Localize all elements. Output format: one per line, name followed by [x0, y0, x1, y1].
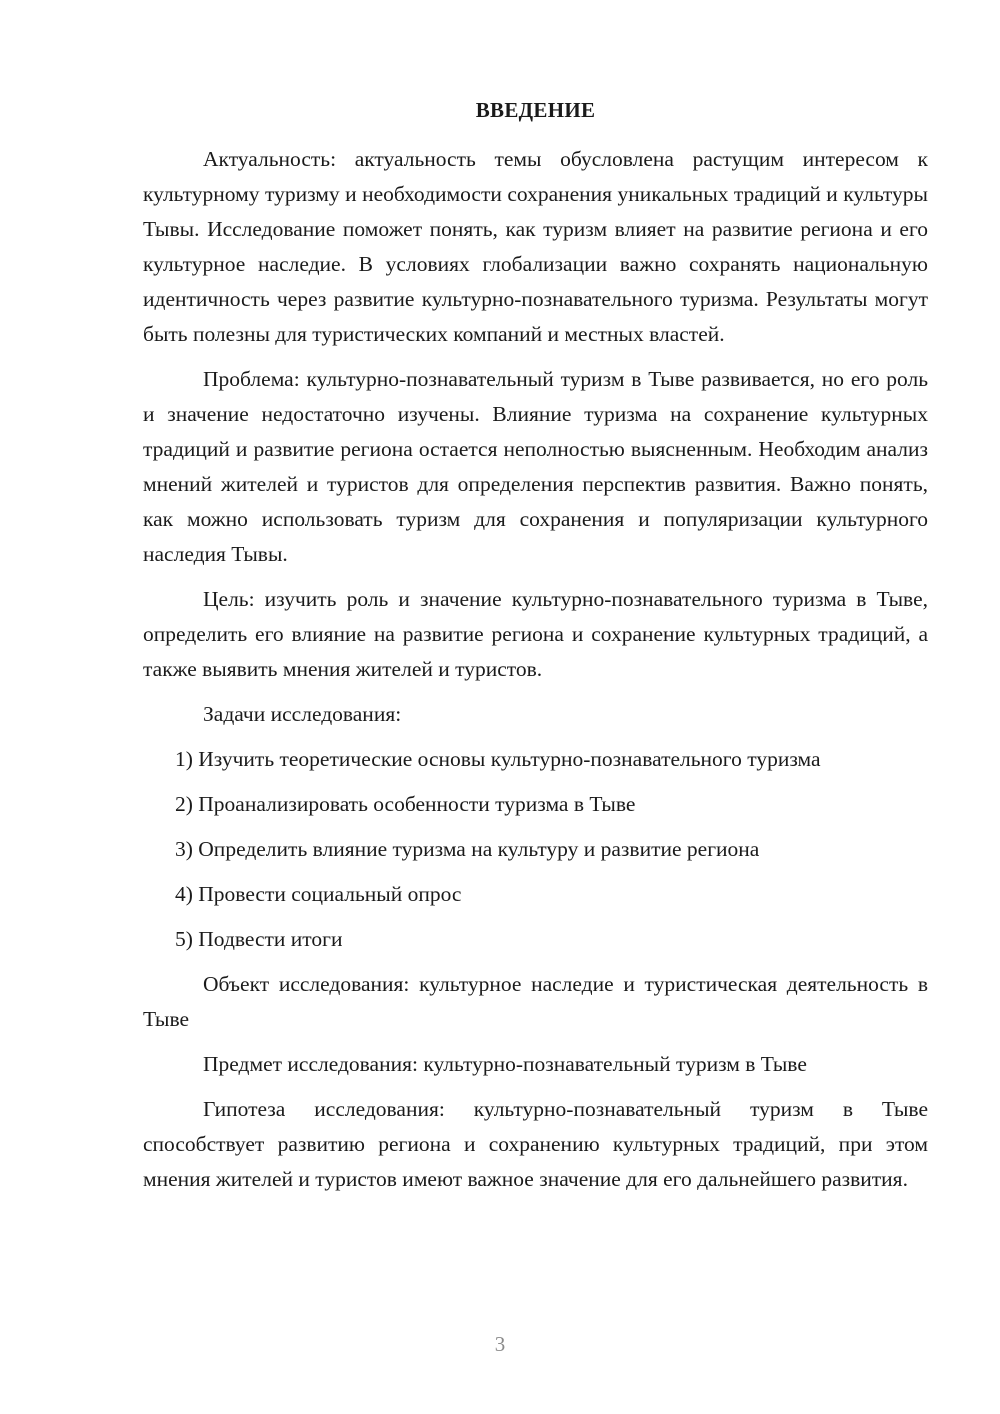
page-number: 3: [494, 1332, 506, 1356]
object-paragraph: Объект исследования: культурное наследие и туристическая деятельность в Тыве: [143, 972, 928, 1031]
tasks-list: [143, 742, 928, 957]
subject-paragraph: Предмет исследования: культурно-познавательный туризм в Тыве: [203, 1052, 807, 1076]
tasks-heading: Задачи исследования:: [203, 702, 402, 726]
page-title: ВВЕДЕНИЕ: [475, 98, 596, 122]
relevance-paragraph: Актуальность: актуальность темы обусловлена растущим интересом к культурному туризму и необходимости сохранения уникальных традиций и культуры Тывы. Исследование поможет понять, как туризм влияет на развитие региона и его культурное наследие. В условиях глобализации важно сохранять национальную идентичность через развитие культурно-познавательного туризма. Результаты могут быть полезны для туристических компаний и местных властей.: [143, 147, 928, 346]
goal-paragraph: Цель: изучить роль и значение культурно-познавательного туризма в Тыве, определить его влияние на развитие региона и сохранение культурных традиций, а также выявить мнения жителей и туристов.: [143, 587, 928, 681]
list-item: 3) Определить влияние туризма на культуру и развитие региона: [175, 837, 760, 861]
list-item: 2) Проанализировать особенности туризма в Тыве: [175, 792, 636, 816]
problem-paragraph: Проблема: культурно-познавательный туризм в Тыве развивается, но его роль и значение недостаточно изучены. Влияние туризма на сохранение культурных традиций и развитие региона остается неполностью выясненным. Необходим анализ мнений жителей и туристов для определения перспектив развития. Важно понять, как можно использовать туризм для сохранения и популяризации культурного наследия Тывы.: [143, 367, 928, 566]
hypothesis-paragraph: Гипотеза исследования: культурно-познавательный туризм в Тыве способствует развитию региона и сохранению культурных традиций, при этом мнения жителей и туристов имеют важное значение для его дальнейшего развития.: [143, 1097, 928, 1191]
list-item: 1) Изучить теоретические основы культурно-познавательного туризма: [175, 747, 821, 771]
document-page: [143, 93, 928, 1207]
list-item: 4) Провести социальный опрос: [175, 882, 462, 906]
list-item: 5) Подвести итоги: [175, 927, 343, 951]
